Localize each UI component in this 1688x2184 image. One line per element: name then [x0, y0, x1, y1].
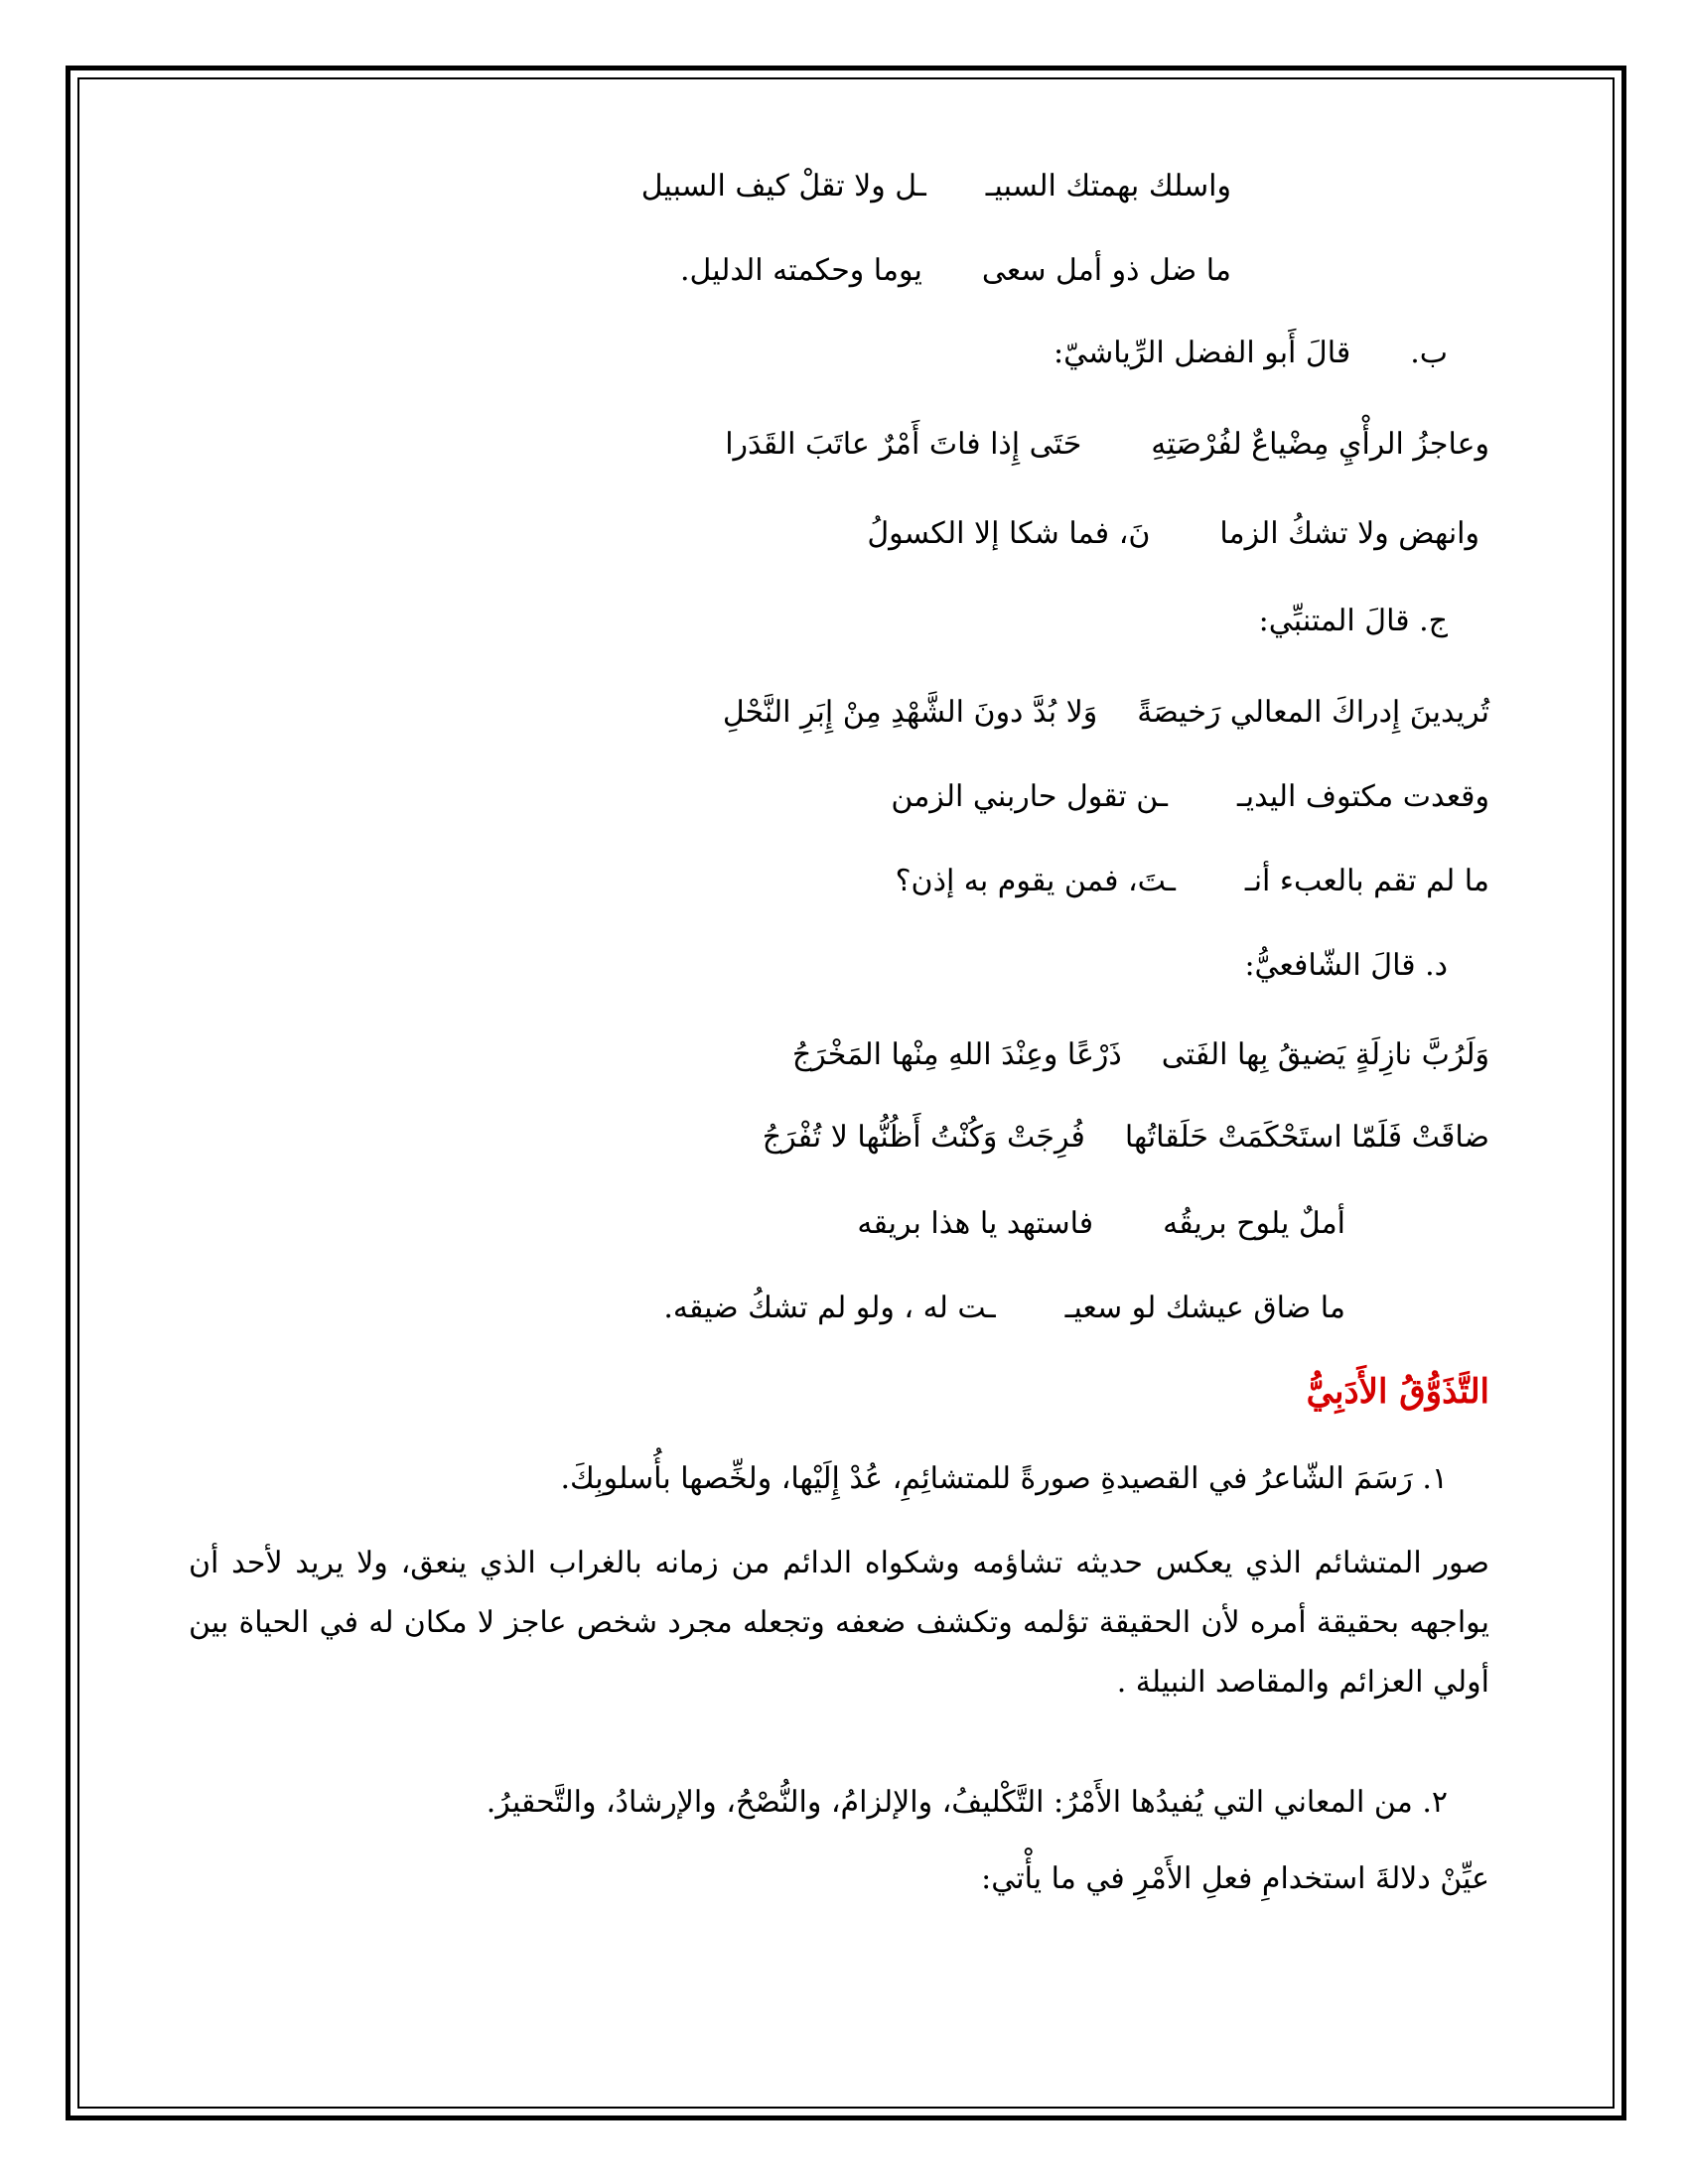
poem-verse-c2: [891, 779, 1489, 814]
verse-second-half: ذَرْعًا وعِنْدَ اللهِ مِنْها المَخْرَجُ: [791, 1037, 1122, 1072]
poet-title: ج. قالَ المتنبِّي:: [1258, 604, 1448, 638]
poem-verse-b1: [725, 427, 1489, 462]
verse-first-half: واسلك بهمتك السبيـ: [985, 169, 1231, 204]
poem-verse-2: [680, 253, 1231, 288]
verse-second-half: يوما وحكمته الدليل.: [679, 253, 922, 288]
poet-heading-b: [1054, 336, 1448, 370]
poem-verse-1: [641, 169, 1231, 204]
verse-first-half: أملٌ يلوح بريقُه: [1163, 1206, 1345, 1241]
verse-first-half: وانهض ولا تشكُ الزما: [1219, 516, 1479, 551]
poem-verse-c1: [723, 695, 1489, 730]
verse-first-half: وَلَرُبَّ نازِلَةٍ يَضيقُ بِها الفَتى: [1161, 1037, 1489, 1072]
section-heading: التَّذَوُّقُ الأَدَبِيُّ: [1306, 1372, 1489, 1412]
verse-first-half: وعاجزُ الرأْيِ مِضْياعٌ لفُرْصَتِهِ: [1151, 427, 1489, 462]
verse-second-half: وَلا بُدَّ دونَ الشَّهْدِ مِنْ إِبَرِ النَّحْلِ: [722, 695, 1098, 730]
verse-first-half: ما لم تقم بالعبء أنـ: [1244, 864, 1489, 898]
verse-second-half: ـتَ، فمن يقوم به إذن؟: [895, 864, 1176, 898]
verse-second-half: ـن تقول حاربني الزمن: [891, 779, 1168, 814]
verse-second-half: ـل ولا تقلْ كيف السبيل: [640, 169, 926, 204]
verse-second-half: فُرِجَتْ وَكُنْتُ أَظُنُّها لا تُفْرَجُ: [762, 1120, 1085, 1155]
question-2-instruction: عيِّنْ دلالةَ استخدامِ فعلِ الأَمْرِ في ما يأْتي:: [981, 1861, 1489, 1896]
poem-verse-d3: [857, 1206, 1345, 1241]
poem-verse-b2: [867, 516, 1479, 551]
verse-first-half: ضاقَتْ فَلَمّا استَحْكَمَتْ حَلَقاتُها: [1124, 1120, 1489, 1155]
poet-title: قالَ أَبو الفضل الرِّياشيّ:: [1053, 336, 1351, 370]
verse-second-half: فاستهد يا هذا بريقه: [857, 1206, 1094, 1241]
question-2: ٢. من المعاني التي يُفيدُها الأَمْرُ: التَّكْليفُ، والإلزامُ، والنُّصْحُ، والإرشادُ، والتَّحقيرُ.: [486, 1785, 1448, 1820]
poem-verse-d4: [663, 1291, 1345, 1325]
verse-second-half: نَ، فما شكا إلا الكسولُ: [867, 516, 1151, 551]
answer-1-paragraph: صور المتشائم الذي يعكس حديثه تشاؤمه وشكواه الدائم من زمانه بالغراب الذي ينعق، ولا يريد لأحد أن يواجهه بحقيقة أمره لأن الحقيقة تؤلمه وتكشف ضعفه وتجعله مجرد شخص عاجز لا مكان له في الحياة بين أولي العزائم والمقاصد النبيلة .: [189, 1546, 1489, 1700]
item-label: ب.: [1410, 336, 1448, 370]
poem-verse-d2: [763, 1120, 1489, 1155]
verse-first-half: تُريدينَ إِدراكَ المعالي رَخيصَةً: [1137, 695, 1489, 730]
poem-verse-c3: [896, 864, 1489, 898]
verse-second-half: ـت له ، ولو لم تشكُ ضيقه.: [663, 1291, 996, 1325]
question-1: ١. رَسَمَ الشّاعرُ في القصيدةِ صورةً للمتشائِمِ، عُدْ إِلَيْها، ولخِّصها بأُسلوبِكَ.: [560, 1461, 1448, 1496]
verse-second-half: حَتَى إِذا فاتَ أَمْرٌ عاتَبَ القَدَرا: [725, 427, 1082, 462]
poem-verse-d1: [792, 1037, 1489, 1072]
poet-heading-c: [1259, 604, 1448, 638]
verse-first-half: ما ضل ذو أمل سعى: [981, 253, 1231, 288]
verse-first-half: وقعدت مكتوف اليديـ: [1236, 779, 1489, 814]
poet-heading-d: [1244, 948, 1448, 983]
poet-title: د. قالَ الشّافعيُّ:: [1244, 948, 1448, 983]
verse-first-half: ما ضاق عيشك لو سعيـ: [1064, 1291, 1345, 1325]
